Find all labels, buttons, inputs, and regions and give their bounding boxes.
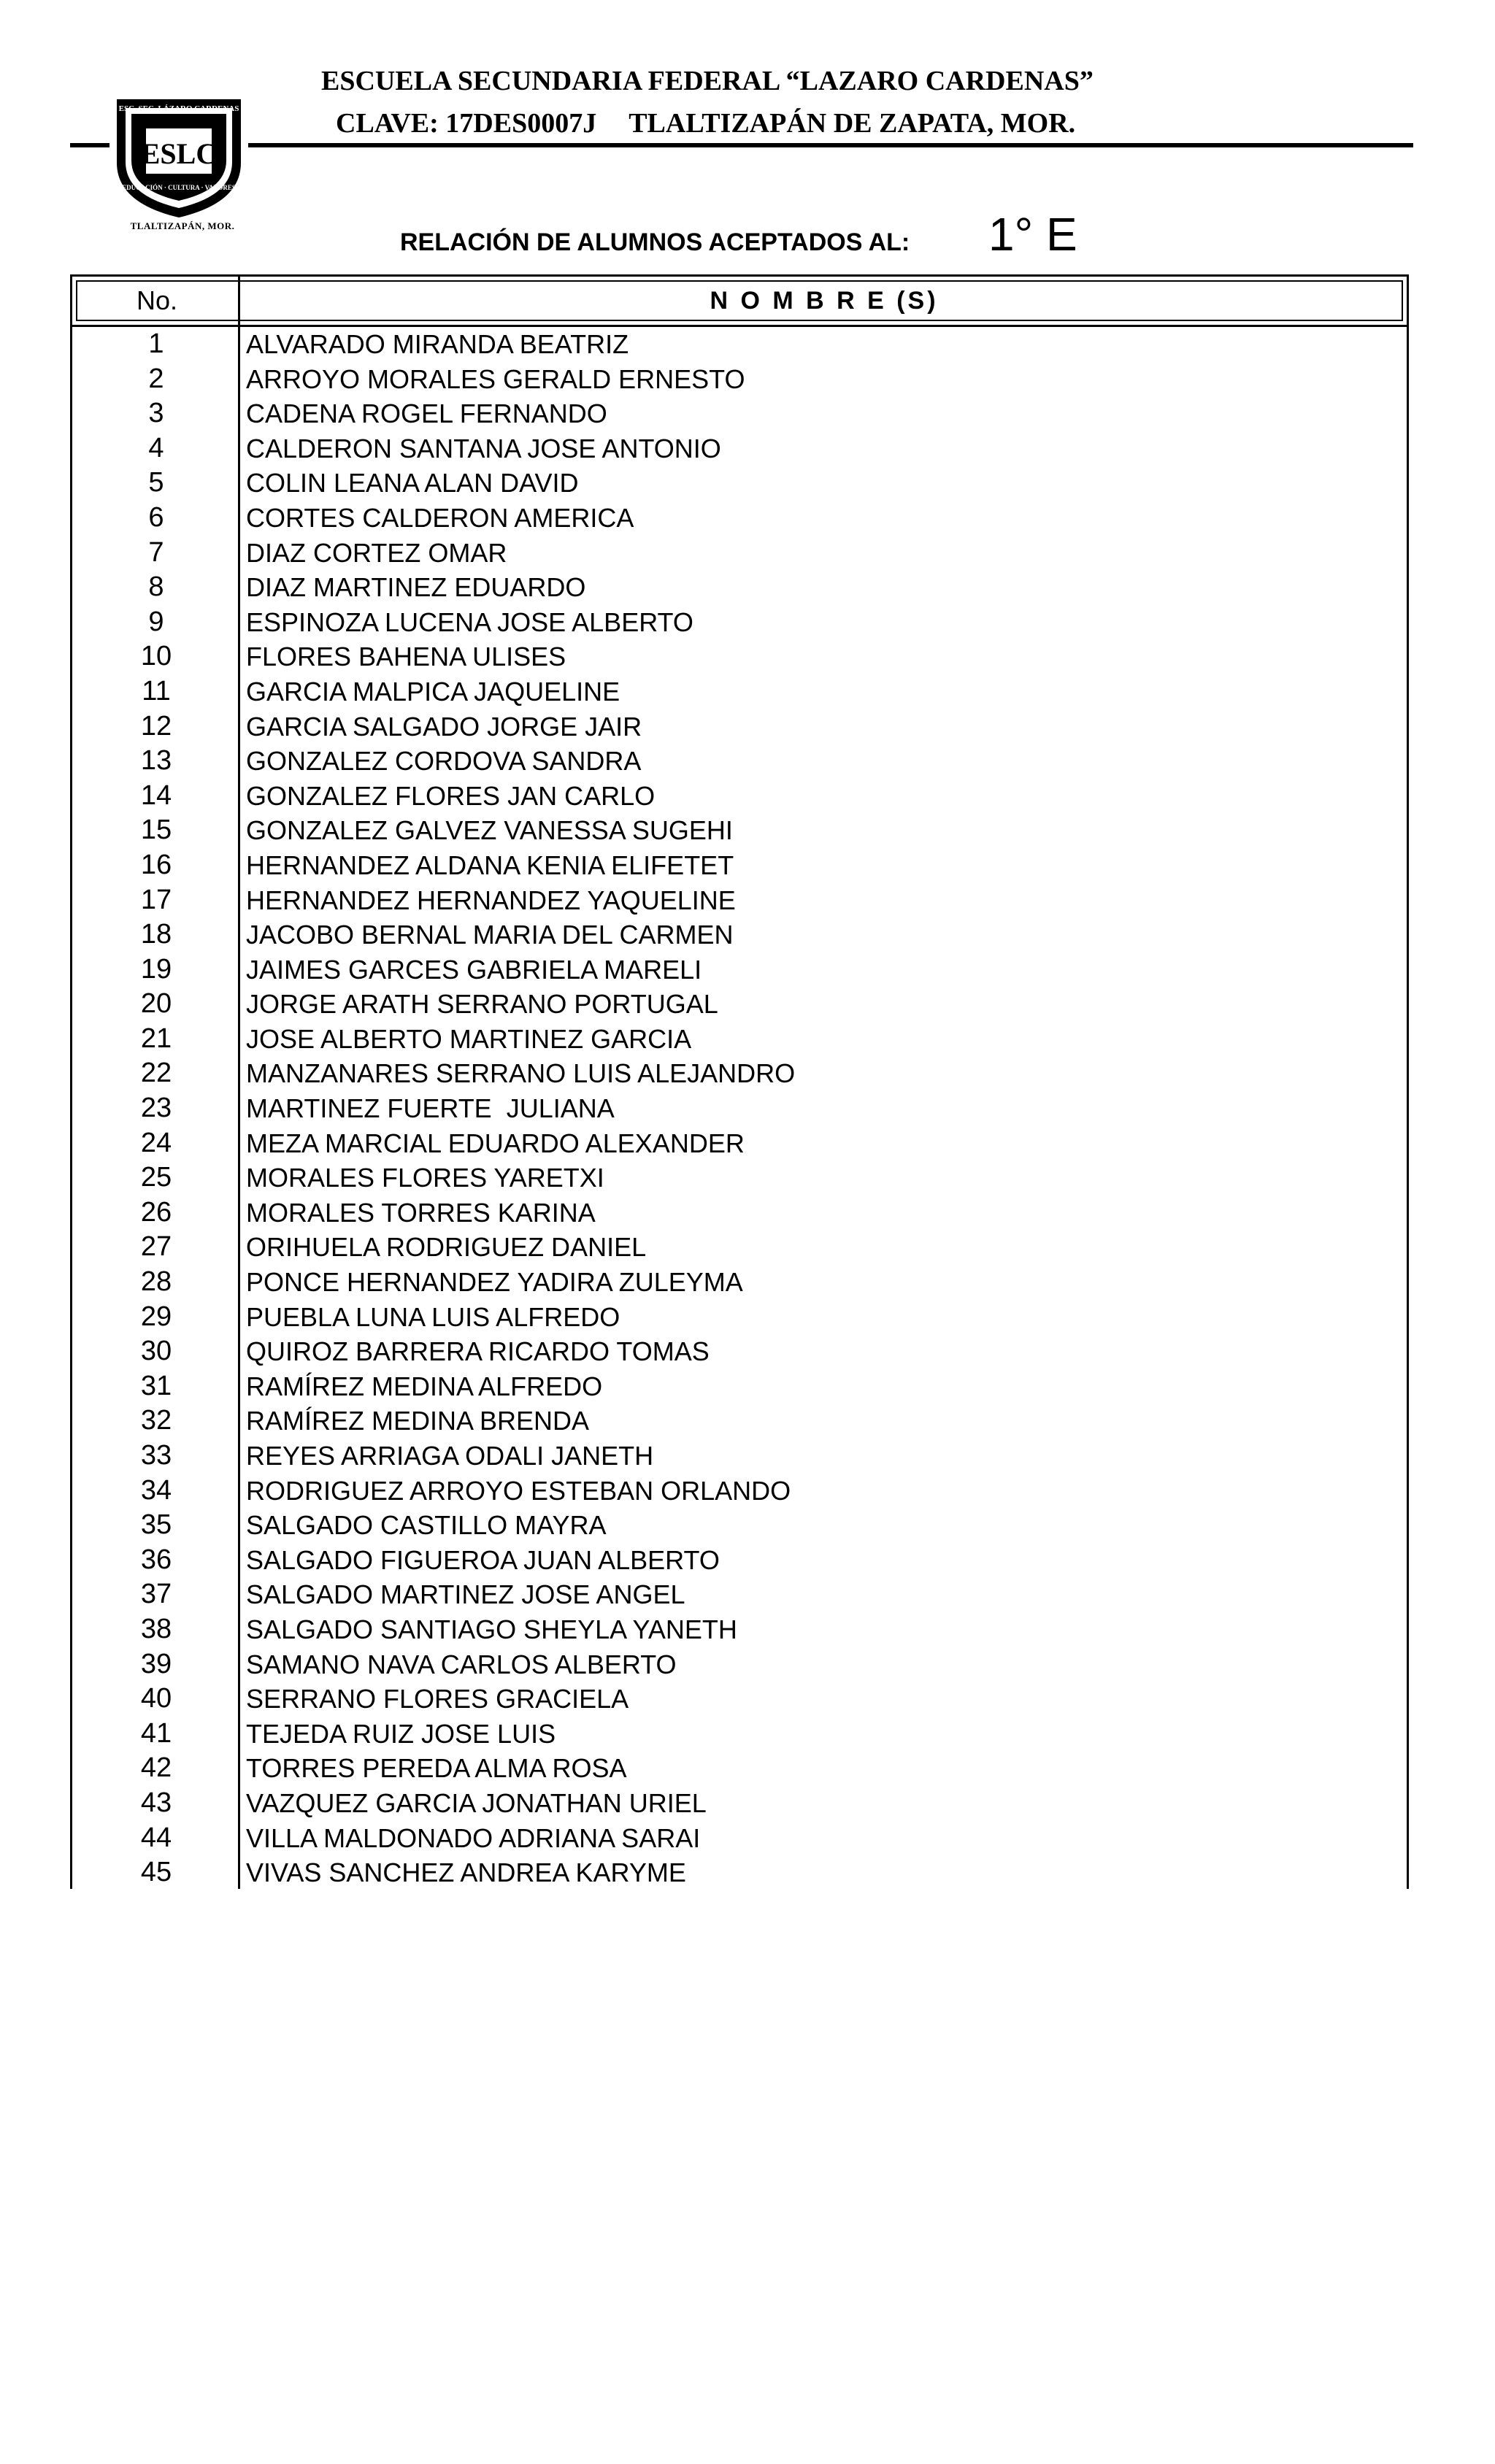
table-row	[72, 848, 1407, 883]
row-number: 31	[140, 1370, 172, 1401]
student-name: CADENA ROGEL FERNANDO	[246, 399, 607, 429]
table-row	[72, 917, 1407, 952]
row-number: 20	[140, 988, 172, 1020]
grupo-label: 1° E	[988, 208, 1077, 261]
row-number: 6	[148, 501, 164, 533]
table-row	[72, 1230, 1407, 1265]
student-name: JOSE ALBERTO MARTINEZ GARCIA	[246, 1023, 692, 1054]
logo-initials: ESLC	[140, 137, 218, 170]
student-name: GARCIA SALGADO JORGE JAIR	[246, 711, 642, 742]
student-name: TEJEDA RUIZ JOSE LUIS	[246, 1718, 556, 1749]
row-number: 2	[148, 363, 164, 394]
student-name: GONZALEZ FLORES JAN CARLO	[246, 780, 656, 811]
student-name: QUIROZ BARRERA RICARDO TOMAS	[246, 1336, 710, 1367]
row-number: 22	[140, 1058, 172, 1089]
student-name: MANZANARES SERRANO LUIS ALEJANDRO	[246, 1058, 796, 1089]
row-number: 24	[140, 1127, 172, 1158]
row-number: 32	[140, 1405, 172, 1436]
table-row	[72, 952, 1407, 987]
row-number: 15	[140, 815, 172, 846]
row-number: 34	[140, 1474, 172, 1506]
table-row	[72, 1786, 1407, 1821]
table-row	[72, 1751, 1407, 1786]
table-row	[72, 1717, 1407, 1752]
table-row	[72, 1300, 1407, 1335]
row-number: 41	[140, 1717, 172, 1749]
table-row	[72, 431, 1407, 466]
row-number: 16	[140, 849, 172, 880]
row-number: 9	[148, 606, 164, 637]
table-row	[72, 1056, 1407, 1091]
table-row	[72, 709, 1407, 744]
row-number: 38	[140, 1613, 172, 1644]
row-number: 28	[140, 1266, 172, 1298]
student-name: ESPINOZA LUCENA JOSE ALBERTO	[246, 607, 693, 637]
header-rule	[70, 143, 1413, 147]
student-name: CALDERON SANTANA JOSE ANTONIO	[246, 433, 721, 463]
student-name: RAMÍREZ MEDINA ALFREDO	[246, 1371, 603, 1401]
table-header	[70, 274, 1409, 327]
header-no: No.	[136, 285, 178, 315]
table-row	[72, 813, 1407, 848]
row-number: 7	[148, 536, 164, 568]
row-number: 13	[140, 745, 172, 777]
student-name: RODRIGUEZ ARROYO ESTEBAN ORLANDO	[246, 1475, 791, 1506]
row-number: 4	[148, 432, 164, 463]
row-number: 18	[140, 919, 172, 950]
student-name: SALGADO FIGUEROA JUAN ALBERTO	[246, 1544, 720, 1575]
student-name: SALGADO SANTIAGO SHEYLA YANETH	[246, 1614, 737, 1644]
row-number: 17	[140, 884, 172, 915]
student-name: SALGADO MARTINEZ JOSE ANGEL	[246, 1579, 685, 1610]
row-number: 3	[148, 398, 164, 429]
row-number: 35	[140, 1509, 172, 1541]
relacion-label: RELACIÓN DE ALUMNOS ACEPTADOS AL:	[400, 228, 910, 256]
school-name: ESCUELA SECUNDARIA FEDERAL “LAZARO CARDENAS”	[321, 66, 1094, 96]
table-row	[72, 536, 1407, 571]
school-clave: CLAVE: 17DES0007J	[336, 108, 597, 139]
table-row	[72, 1543, 1407, 1578]
student-name: SERRANO FLORES GRACIELA	[246, 1684, 629, 1714]
student-name: SALGADO CASTILLO MAYRA	[246, 1510, 607, 1541]
student-name: HERNANDEZ HERNANDEZ YAQUELINE	[246, 885, 736, 915]
student-name: HERNANDEZ ALDANA KENIA ELIFETET	[246, 850, 734, 880]
row-number: 5	[148, 467, 164, 498]
student-name: MEZA MARCIAL EDUARDO ALEXANDER	[246, 1128, 745, 1158]
table-row	[72, 362, 1407, 397]
row-number: 25	[140, 1162, 172, 1193]
student-name: SAMANO NAVA CARLOS ALBERTO	[246, 1649, 677, 1679]
student-name: VIVAS SANCHEZ ANDREA KARYME	[246, 1857, 686, 1888]
row-number: 45	[140, 1857, 172, 1888]
row-number: 39	[140, 1648, 172, 1679]
student-name: MORALES FLORES YARETXI	[246, 1163, 604, 1193]
table-body	[72, 327, 1407, 1890]
row-number: 11	[142, 675, 171, 707]
row-number: 29	[140, 1301, 172, 1332]
student-name: GARCIA MALPICA JAQUELINE	[246, 676, 620, 707]
table-row	[72, 396, 1407, 431]
table-row	[72, 1855, 1407, 1890]
table-row	[72, 1022, 1407, 1057]
table-row	[72, 1439, 1407, 1474]
row-number: 23	[140, 1093, 172, 1124]
row-number: 14	[140, 779, 172, 811]
table-row	[72, 987, 1407, 1022]
table-row	[72, 1508, 1407, 1543]
student-name: PONCE HERNANDEZ YADIRA ZULEYMA	[246, 1267, 743, 1298]
student-name: GONZALEZ CORDOVA SANDRA	[246, 746, 642, 777]
table-row	[72, 1160, 1407, 1196]
logo-place: TLALTIZAPÁN, MOR.	[130, 220, 235, 231]
row-number: 36	[140, 1544, 172, 1575]
table-row	[72, 1682, 1407, 1717]
table-row	[72, 779, 1407, 814]
school-place: TLALTIZAPÁN DE ZAPATA, MOR.	[629, 108, 1076, 139]
table-row	[72, 1334, 1407, 1369]
table-row	[72, 674, 1407, 709]
row-number: 1	[148, 328, 164, 359]
table-row	[72, 1404, 1407, 1439]
student-name: MARTINEZ FUERTE JULIANA	[246, 1093, 615, 1124]
row-number: 8	[148, 571, 164, 603]
table-row	[72, 1265, 1407, 1300]
table-row	[72, 1091, 1407, 1126]
table-row	[72, 639, 1407, 674]
row-number: 40	[140, 1683, 172, 1714]
logo-arc-text: ESC. SEC. LÁZARO CARDENAS	[118, 104, 239, 113]
student-name: RAMÍREZ MEDINA BRENDA	[246, 1406, 590, 1436]
table-row	[72, 327, 1407, 362]
row-number: 10	[140, 641, 172, 672]
row-number: 42	[140, 1752, 172, 1784]
table-row	[72, 744, 1407, 779]
student-name: VILLA MALDONADO ADRIANA SARAI	[246, 1822, 701, 1853]
row-number: 43	[140, 1787, 172, 1818]
row-number: 12	[140, 710, 172, 742]
logo-motto: EDUCACIÓN · CULTURA · VALORES	[122, 184, 236, 191]
student-name: PUEBLA LUNA LUIS ALFREDO	[246, 1301, 620, 1332]
student-name: VAZQUEZ GARCIA JONATHAN URIEL	[246, 1787, 707, 1818]
table-row	[72, 1474, 1407, 1509]
student-name: ARROYO MORALES GERALD ERNESTO	[246, 363, 745, 394]
student-name: ALVARADO MIRANDA BEATRIZ	[246, 329, 629, 359]
student-name: JAIMES GARCES GABRIELA MARELI	[246, 954, 702, 985]
school-logo-shield-icon	[109, 93, 248, 221]
row-number: 21	[140, 1023, 172, 1054]
student-name: JORGE ARATH SERRANO PORTUGAL	[246, 989, 718, 1020]
table-row	[72, 883, 1407, 918]
table-row	[72, 1821, 1407, 1856]
row-number: 33	[140, 1440, 172, 1471]
row-number: 30	[140, 1336, 172, 1367]
school-clave-line	[336, 107, 1263, 140]
student-name: ORIHUELA RODRIGUEZ DANIEL	[246, 1232, 647, 1263]
student-name: DIAZ CORTEZ OMAR	[246, 537, 507, 568]
student-name: DIAZ MARTINEZ EDUARDO	[246, 572, 586, 603]
table-row	[72, 605, 1407, 640]
row-number: 19	[140, 953, 172, 985]
student-name: TORRES PEREDA ALMA ROSA	[246, 1753, 627, 1784]
table-row	[72, 466, 1407, 501]
table-row	[72, 1647, 1407, 1682]
student-name: FLORES BAHENA ULISES	[246, 642, 566, 672]
table-row	[72, 1126, 1407, 1161]
student-name: COLIN LEANA ALAN DAVID	[246, 468, 579, 498]
table-row	[72, 1369, 1407, 1404]
student-name: CORTES CALDERON AMERICA	[246, 502, 634, 533]
row-number: 37	[140, 1579, 172, 1610]
table-row	[72, 1612, 1407, 1647]
row-number: 26	[140, 1196, 172, 1228]
table-row	[72, 570, 1407, 605]
student-name: MORALES TORRES KARINA	[246, 1197, 596, 1228]
header-nombre: N O M B R E (S)	[710, 287, 939, 315]
student-name: REYES ARRIAGA ODALI JANETH	[246, 1441, 654, 1471]
table-row	[72, 1196, 1407, 1231]
row-number: 44	[140, 1822, 172, 1853]
table-row	[72, 1577, 1407, 1612]
student-name: JACOBO BERNAL MARIA DEL CARMEN	[246, 920, 734, 950]
row-number: 27	[140, 1231, 172, 1263]
student-name: GONZALEZ GALVEZ VANESSA SUGEHI	[246, 815, 733, 846]
table-row	[72, 501, 1407, 536]
